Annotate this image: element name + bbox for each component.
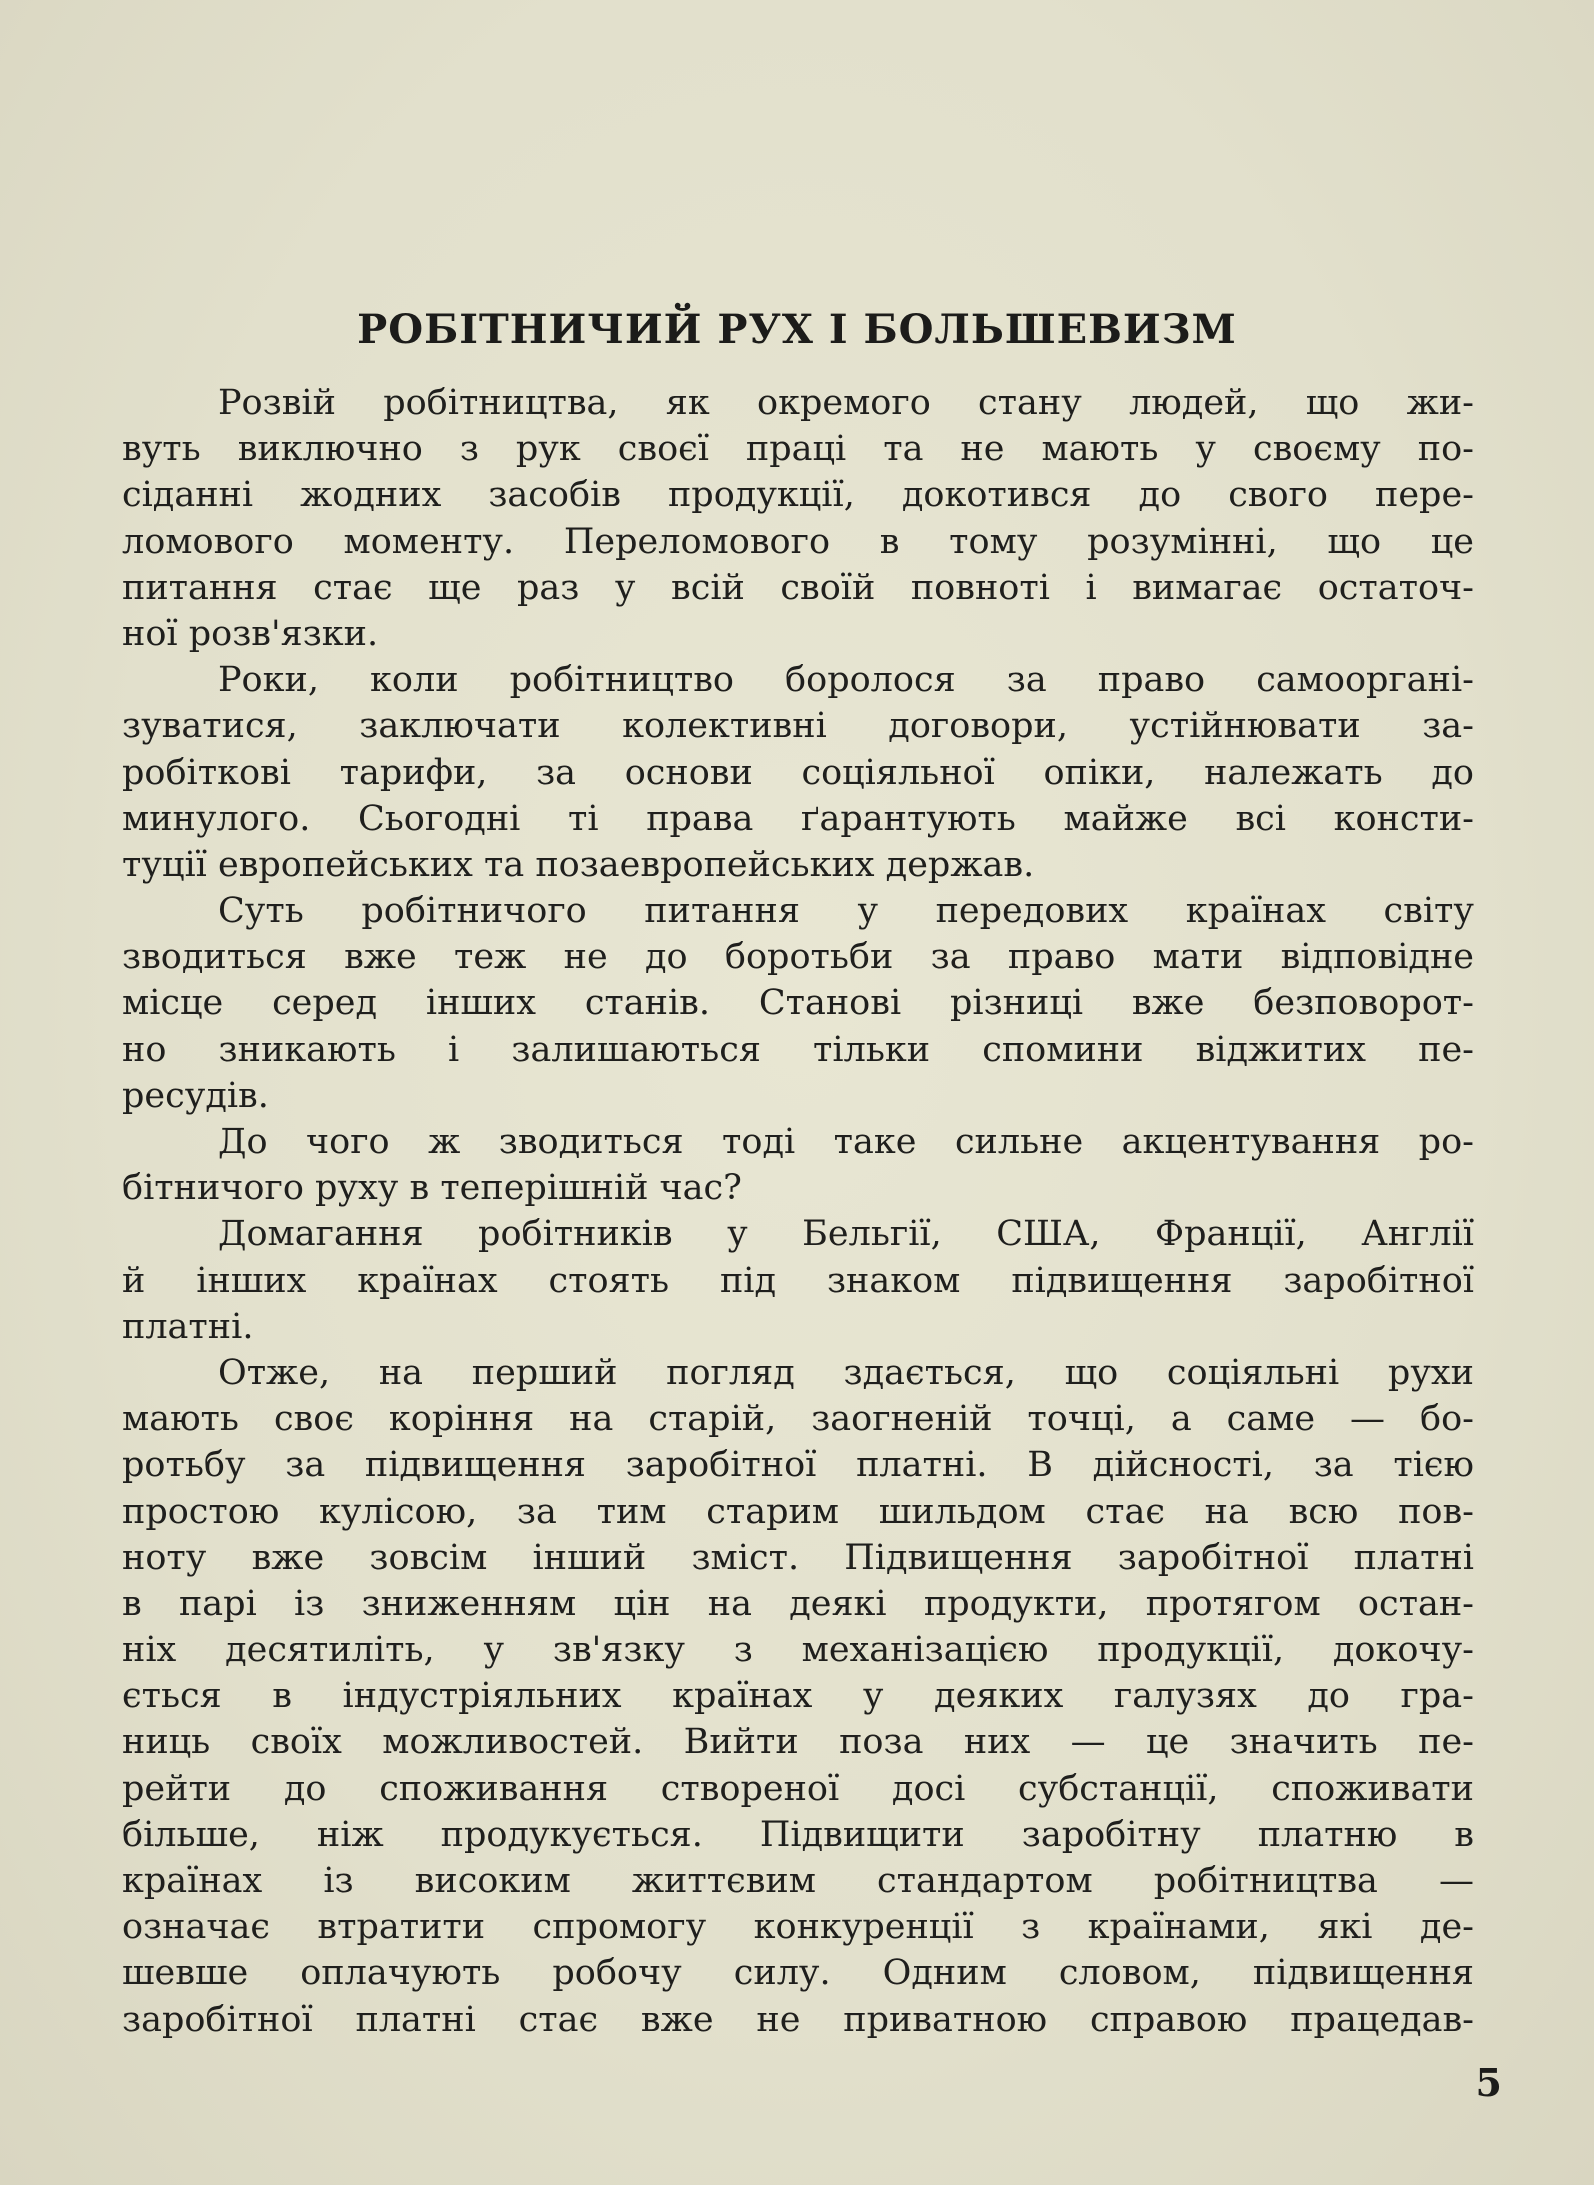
text-line: ниць своїх можливостей. Вийти поза них — це значить пе- (122, 1722, 1474, 1763)
text-line: До чого ж зводиться тоді таке сильне акцентування ро- (218, 1122, 1474, 1162)
text-line: місце серед інших станів. Станові різниці вже безповорот- (122, 983, 1474, 1024)
body-text (122, 380, 1474, 2043)
text-line: ніх десятиліть, у зв'язку з механізацією продукції, докочу- (122, 1630, 1474, 1671)
text-line: зуватися, заключати колективні договори, устійнювати за- (122, 706, 1474, 747)
paragraph (122, 1350, 1474, 2043)
text-line: платні. (122, 1306, 254, 1347)
text-line: но зникають і залишаються тільки спомини віджитих пе- (122, 1029, 1474, 1070)
text-line: вуть виключно з рук своєї праці та не мають у своєму по- (122, 429, 1474, 470)
text-line: бітничого руху в теперішній час? (122, 1168, 742, 1209)
paragraph (122, 1119, 1474, 1211)
text-line: робіткові тарифи, за основи соціяльної опіки, належать до (122, 752, 1474, 793)
paragraph (122, 888, 1474, 1119)
text-line: туції европейських та позаевропейських держав. (122, 844, 1035, 885)
text-line: мають своє коріння на старій, заогненій точці, а саме — бо- (122, 1399, 1474, 1440)
text-line: ротьбу за підвищення заробітної платні. В дійсності, за тією (122, 1445, 1474, 1486)
text-line: простою кулісою, за тим старим шильдом стає на всю пов- (122, 1491, 1474, 1532)
paragraph (122, 380, 1474, 657)
paragraph (122, 1211, 1474, 1350)
text-line: країнах із високим життєвим стандартом робітництва — (122, 1861, 1474, 1901)
text-line: ресудів. (122, 1075, 269, 1116)
text-line: заробітної платні стає вже не приватною справою працедав- (122, 1999, 1474, 2040)
text-line: Роки, коли робітництво боролося за право самооргані- (218, 660, 1474, 701)
text-line: й інших країнах стоять під знаком підвищення заробітної (122, 1260, 1474, 1301)
text-line: більше, ніж продукується. Підвищити заробітну платню в (122, 1814, 1474, 1855)
page-title: РОБІТНИЧИЙ РУХ І БОЛЬШЕВИЗМ (357, 306, 1237, 353)
paragraph (122, 657, 1474, 888)
page-number: 5 (1475, 2060, 1502, 2105)
text-line: сіданні жодних засобів продукції, докотився до свого пере- (122, 475, 1474, 516)
text-line: минулого. Сьогодні ті права ґарантують майже всі консти- (122, 798, 1474, 839)
text-line: зводиться вже теж не до боротьби за право мати відповідне (122, 937, 1474, 978)
text-line: шевше оплачують робочу силу. Одним словом, підвищення (122, 1953, 1474, 1994)
text-line: означає втратити спромогу конкуренції з країнами, які де- (122, 1907, 1474, 1948)
text-line: ломового моменту. Переломового в тому розумінні, що це (122, 521, 1474, 562)
text-line: питання стає ще раз у всій своїй повноті і вимагає остаточ- (122, 567, 1474, 608)
text-line: ної розв'язки. (122, 613, 379, 654)
text-line: рейти до споживання створеної досі субстанції, споживати (122, 1768, 1474, 1809)
text-line: Домагання робітників у Бельгії, США, Франції, Англії (218, 1214, 1474, 1255)
text-line: Розвій робітництва, як окремого стану людей, що жи- (218, 383, 1474, 423)
text-line: Отже, на перший погляд здається, що соціяльні рухи (218, 1352, 1474, 1393)
text-line: в парі із зниженням цін на деякі продукти, протягом остан- (122, 1583, 1474, 1624)
text-line: ється в індустріяльних країнах у деяких галузях до гра- (122, 1676, 1474, 1717)
text-line: Суть робітничого питання у передових країнах світу (218, 891, 1474, 932)
text-line: ноту вже зовсім інший зміст. Підвищення заробітної платні (122, 1537, 1474, 1578)
